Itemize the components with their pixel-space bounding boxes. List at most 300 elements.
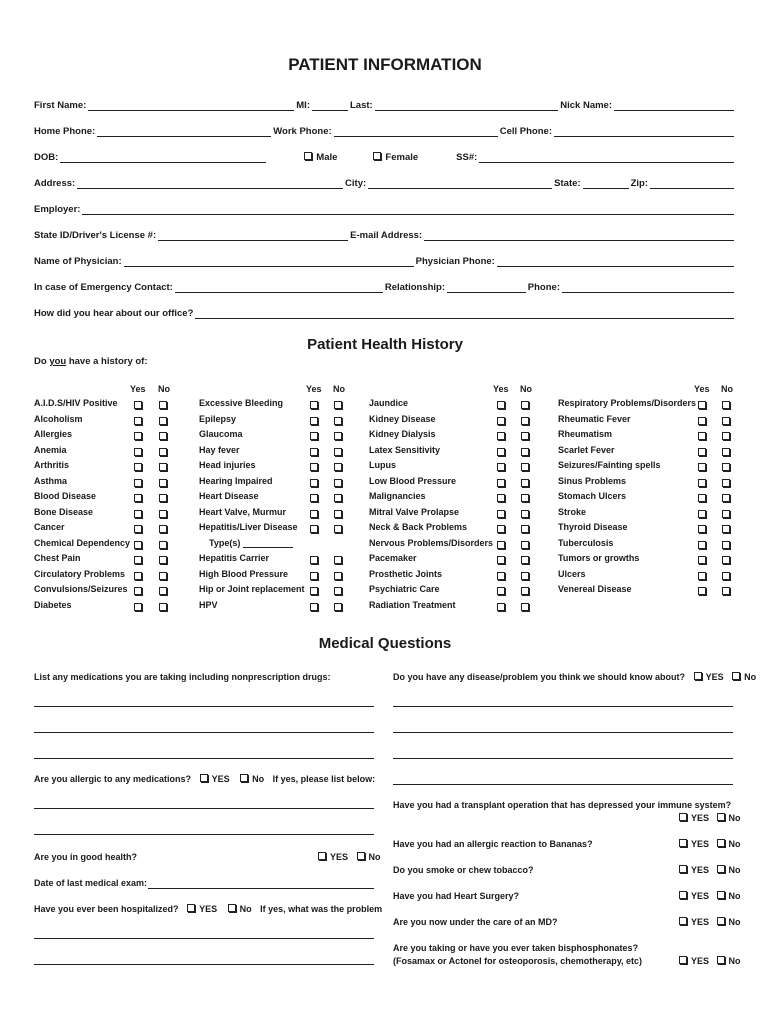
no-checkbox[interactable] — [159, 510, 167, 518]
yes-checkbox[interactable] — [497, 463, 505, 471]
yes-checkbox[interactable] — [497, 510, 505, 518]
no-checkbox[interactable] — [334, 432, 342, 440]
condition-label: Arthritis — [34, 460, 70, 470]
bisphosphonates-yes[interactable]: YES — [679, 956, 709, 966]
history-row — [34, 491, 179, 507]
no-checkbox[interactable] — [521, 541, 529, 549]
yes-checkbox[interactable] — [134, 587, 142, 595]
yes-checkbox[interactable] — [698, 432, 706, 440]
md-care-yes-checkbox[interactable] — [679, 917, 687, 925]
history-row — [34, 584, 179, 600]
yes-checkbox[interactable] — [134, 572, 142, 580]
disease-no-checkbox[interactable] — [732, 672, 740, 680]
yes-checkbox[interactable] — [134, 401, 142, 409]
yes-checkbox[interactable] — [497, 587, 505, 595]
good-health-no[interactable]: No — [357, 852, 381, 862]
history-row — [369, 429, 541, 445]
condition-label: Stomach Ulcers — [558, 491, 627, 501]
email-field[interactable] — [424, 230, 734, 241]
dob-label: DOB: — [34, 152, 59, 163]
condition-label: Rheumatism — [558, 429, 613, 439]
yes-checkbox[interactable] — [497, 479, 505, 487]
no-checkbox[interactable] — [334, 417, 342, 425]
relationship-label: Relationship: — [384, 282, 446, 293]
disease-yes-checkbox[interactable] — [694, 672, 702, 680]
smoke-no[interactable]: No — [717, 865, 741, 875]
condition-label: Radiation Treatment — [369, 599, 456, 610]
no-checkbox[interactable] — [334, 556, 342, 564]
history-row — [558, 476, 742, 492]
condition-label: Mitral Valve Prolapse — [369, 506, 460, 517]
history-column-header — [199, 384, 354, 398]
allergic-yes[interactable]: YES — [200, 774, 230, 784]
bananas-question: Have you had an allergic reaction to Bananas? — [393, 839, 593, 849]
employer-field[interactable] — [82, 204, 734, 215]
no-checkbox[interactable] — [722, 525, 730, 533]
no-checkbox[interactable] — [722, 432, 730, 440]
no-header: No — [721, 384, 733, 394]
no-checkbox[interactable] — [159, 463, 167, 471]
condition-label: Venereal Disease — [558, 584, 632, 594]
history-row — [369, 584, 541, 600]
condition-label: Asthma — [34, 475, 68, 486]
history-row — [369, 460, 541, 476]
condition-label: HPV — [199, 599, 218, 610]
condition-label: Hepatitis Carrier — [199, 553, 270, 563]
cell-phone-field[interactable] — [554, 126, 734, 137]
no-checkbox[interactable] — [722, 401, 730, 409]
history-row — [369, 553, 541, 569]
good-health-question: Are you in good health? — [34, 852, 137, 862]
history-row — [199, 600, 354, 616]
home-phone-field[interactable] — [97, 126, 271, 137]
bisphosphonates-no[interactable]: No — [717, 956, 741, 966]
license-row — [34, 227, 736, 241]
transplant-yes-checkbox[interactable] — [679, 813, 687, 821]
bananas-yes[interactable]: YES — [679, 839, 709, 849]
yes-checkbox[interactable] — [497, 494, 505, 502]
no-checkbox[interactable] — [159, 572, 167, 580]
condition-label: Tumors or growths — [558, 553, 640, 563]
dob-field[interactable] — [60, 152, 266, 163]
good-health-yes-checkbox[interactable] — [318, 852, 326, 860]
condition-label: Low Blood Pressure — [369, 475, 457, 486]
yes-checkbox[interactable] — [497, 448, 505, 456]
condition-label: Respiratory Problems/Disorders — [558, 398, 697, 408]
yes-checkbox[interactable] — [698, 541, 706, 549]
no-checkbox[interactable] — [159, 603, 167, 611]
yes-checkbox[interactable] — [310, 463, 318, 471]
history-column-header — [34, 384, 179, 398]
yes-checkbox[interactable] — [698, 556, 706, 564]
bisphosphonates-options — [679, 956, 741, 966]
history-row — [558, 553, 742, 569]
yes-checkbox[interactable] — [497, 556, 505, 564]
no-checkbox[interactable] — [159, 587, 167, 595]
history-row — [199, 491, 354, 507]
condition-label: Neck & Back Problems — [369, 522, 468, 532]
hospitalized-yes-checkbox[interactable] — [187, 904, 195, 912]
history-column — [369, 384, 541, 615]
no-checkbox[interactable] — [334, 401, 342, 409]
history-row — [199, 476, 354, 492]
transplant-options — [679, 813, 741, 823]
yes-checkbox[interactable] — [497, 417, 505, 425]
type-line[interactable] — [243, 538, 293, 548]
no-checkbox[interactable] — [521, 463, 529, 471]
city-field[interactable] — [368, 178, 552, 189]
yes-checkbox[interactable] — [497, 603, 505, 611]
no-checkbox[interactable] — [159, 494, 167, 502]
no-checkbox[interactable] — [159, 417, 167, 425]
no-checkbox[interactable] — [722, 448, 730, 456]
yes-checkbox[interactable] — [698, 494, 706, 502]
yes-checkbox[interactable] — [497, 525, 505, 533]
hospitalized-yes[interactable]: YES — [187, 904, 217, 914]
history-row — [34, 600, 179, 616]
license-field[interactable] — [158, 230, 348, 241]
no-checkbox[interactable] — [159, 525, 167, 533]
no-checkbox[interactable] — [159, 432, 167, 440]
yes-checkbox[interactable] — [134, 463, 142, 471]
yes-checkbox[interactable] — [497, 432, 505, 440]
disease-line-1[interactable] — [393, 706, 733, 707]
history-row — [369, 538, 541, 554]
condition-label: Cancer — [34, 522, 65, 532]
hospitalized-line-2[interactable] — [34, 964, 374, 965]
history-row — [558, 460, 742, 476]
medical-questions-title: Medical Questions — [318, 635, 452, 652]
yes-checkbox[interactable] — [310, 494, 318, 502]
md-care-no[interactable]: No — [717, 917, 741, 927]
smoke-yes[interactable]: YES — [679, 865, 709, 875]
yes-checkbox[interactable] — [310, 525, 318, 533]
no-checkbox[interactable] — [521, 510, 529, 518]
no-checkbox[interactable] — [159, 401, 167, 409]
work-phone-field[interactable] — [334, 126, 498, 137]
transplant-no-checkbox[interactable] — [717, 813, 725, 821]
no-checkbox[interactable] — [722, 572, 730, 580]
disease-line-4[interactable] — [393, 784, 733, 785]
state-field[interactable] — [583, 178, 629, 189]
employer-row — [34, 201, 736, 215]
yes-header: Yes — [130, 384, 146, 394]
male-option[interactable]: Male — [304, 152, 337, 163]
yes-checkbox[interactable] — [134, 541, 142, 549]
history-column — [558, 384, 742, 600]
allergic-no[interactable]: No — [240, 774, 264, 784]
condition-label: Chemical Dependency — [34, 537, 131, 548]
condition-label: Pacemaker — [369, 553, 417, 563]
yes-checkbox[interactable] — [698, 572, 706, 580]
relationship-field[interactable] — [447, 282, 526, 293]
condition-label: Scarlet Fever — [558, 444, 615, 455]
history-row — [34, 414, 179, 430]
last-exam-field[interactable] — [148, 888, 374, 889]
bananas-options — [679, 839, 741, 849]
ss-field[interactable] — [479, 152, 734, 163]
smoke-no-checkbox[interactable] — [717, 865, 725, 873]
allergic-no-checkbox[interactable] — [240, 774, 248, 782]
dob-row — [34, 149, 736, 163]
yes-checkbox[interactable] — [698, 479, 706, 487]
yes-checkbox[interactable] — [310, 401, 318, 409]
no-checkbox[interactable] — [722, 587, 730, 595]
condition-label: Kidney Disease — [369, 413, 436, 424]
last-name-field[interactable] — [375, 100, 559, 111]
condition-label: Hip or Joint replacement — [199, 584, 305, 594]
yes-checkbox[interactable] — [310, 587, 318, 595]
condition-label: Rheumatic Fever — [558, 413, 631, 424]
md-care-question: Are you now under the care of an MD? — [393, 917, 558, 927]
condition-label: Head injuries — [199, 460, 256, 470]
heart-surgery-question: Have you had Heart Surgery? — [393, 891, 520, 901]
no-checkbox[interactable] — [334, 587, 342, 595]
hospitalized-no-checkbox[interactable] — [228, 904, 236, 912]
yes-checkbox[interactable] — [698, 525, 706, 533]
condition-label: Tuberculosis — [558, 537, 614, 548]
transplant-no[interactable]: No — [717, 813, 741, 823]
nick-name-field[interactable] — [614, 100, 734, 111]
no-checkbox[interactable] — [722, 479, 730, 487]
no-checkbox[interactable] — [334, 603, 342, 611]
yes-checkbox[interactable] — [698, 401, 706, 409]
condition-label: Chest Pain — [34, 553, 81, 563]
condition-label: Hearing Impaired — [199, 475, 273, 486]
disease-line-2[interactable] — [393, 732, 733, 733]
yes-checkbox[interactable] — [497, 541, 505, 549]
first-name-field[interactable] — [88, 100, 294, 111]
condition-label: Nervous Problems/Disorders — [369, 537, 494, 548]
yes-header: Yes — [493, 384, 509, 394]
bisphosphonates-no-checkbox[interactable] — [717, 956, 725, 964]
female-checkbox[interactable] — [373, 152, 381, 160]
male-checkbox[interactable] — [304, 152, 312, 160]
no-checkbox[interactable] — [722, 417, 730, 425]
smoke-yes-checkbox[interactable] — [679, 865, 687, 873]
state-label: State: — [554, 178, 581, 189]
bisphosphonates-yes-checkbox[interactable] — [679, 956, 687, 964]
heart-surgery-yes-checkbox[interactable] — [679, 891, 687, 899]
emergency-field[interactable] — [175, 282, 383, 293]
home-phone-label: Home Phone: — [34, 126, 96, 137]
good-health-yes[interactable]: YES — [318, 852, 348, 862]
no-checkbox[interactable] — [159, 556, 167, 564]
history-column-header — [369, 384, 541, 398]
allergic-yes-checkbox[interactable] — [200, 774, 208, 782]
license-label: State ID/Driver's License #: — [34, 230, 157, 241]
yes-checkbox[interactable] — [134, 525, 142, 533]
no-checkbox[interactable] — [521, 556, 529, 564]
work-phone-label: Work Phone: — [273, 126, 332, 137]
history-row — [34, 569, 179, 585]
zip-field[interactable] — [650, 178, 734, 189]
yes-checkbox[interactable] — [310, 479, 318, 487]
heart-surgery-no-checkbox[interactable] — [717, 891, 725, 899]
bananas-no[interactable]: No — [717, 839, 741, 849]
emergency-phone-field[interactable] — [562, 282, 734, 293]
no-checkbox[interactable] — [722, 556, 730, 564]
health-history-title: Patient Health History — [307, 336, 463, 353]
yes-checkbox[interactable] — [698, 417, 706, 425]
no-header: No — [158, 384, 170, 394]
bisphosphonates-question: Are you taking or have you ever taken bisphosphonates? — [393, 943, 639, 953]
yes-checkbox[interactable] — [310, 417, 318, 425]
no-checkbox[interactable] — [521, 603, 529, 611]
heart-surgery-yes[interactable]: YES — [679, 891, 709, 901]
yes-checkbox[interactable] — [497, 401, 505, 409]
yes-checkbox[interactable] — [698, 448, 706, 456]
bananas-no-checkbox[interactable] — [717, 839, 725, 847]
condition-label: Prosthetic Joints — [369, 568, 443, 579]
no-checkbox[interactable] — [334, 525, 342, 533]
good-health-no-checkbox[interactable] — [357, 852, 365, 860]
medications-line-3[interactable] — [34, 758, 374, 759]
hospitalized-line-1[interactable] — [34, 938, 374, 939]
condition-label: Heart Valve, Murmur — [199, 506, 287, 517]
allergy-line-2[interactable] — [34, 834, 374, 835]
yes-checkbox[interactable] — [310, 572, 318, 580]
hepatitis-type-field[interactable]: Type(s) — [209, 538, 293, 548]
no-checkbox[interactable] — [521, 448, 529, 456]
history-row — [199, 584, 354, 600]
no-checkbox[interactable] — [334, 572, 342, 580]
md-care-yes[interactable]: YES — [679, 917, 709, 927]
history-row — [558, 507, 742, 523]
history-row — [369, 398, 541, 414]
no-checkbox[interactable] — [334, 463, 342, 471]
condition-label: Convulsions/Seizures — [34, 584, 128, 594]
transplant-yes[interactable]: YES — [679, 813, 709, 823]
no-checkbox[interactable] — [722, 541, 730, 549]
yes-checkbox[interactable] — [134, 432, 142, 440]
yes-checkbox[interactable] — [698, 510, 706, 518]
heart-surgery-no[interactable]: No — [717, 891, 741, 901]
medications-line-2[interactable] — [34, 732, 374, 733]
history-row — [34, 460, 179, 476]
referral-field[interactable] — [195, 308, 734, 319]
no-checkbox[interactable] — [159, 479, 167, 487]
history-row — [558, 414, 742, 430]
disease-no[interactable]: No — [732, 672, 756, 682]
email-label: E-mail Address: — [350, 230, 423, 241]
md-care-no-checkbox[interactable] — [717, 917, 725, 925]
yes-checkbox[interactable] — [134, 510, 142, 518]
condition-label: Kidney Dialysis — [369, 429, 436, 439]
address-label: Address: — [34, 178, 76, 189]
yes-checkbox[interactable] — [134, 603, 142, 611]
yes-checkbox[interactable] — [698, 587, 706, 595]
condition-label: Circulatory Problems — [34, 568, 126, 579]
no-checkbox[interactable] — [521, 572, 529, 580]
history-row — [558, 398, 742, 414]
physician-phone-field[interactable] — [497, 256, 734, 267]
yes-checkbox[interactable] — [134, 417, 142, 425]
condition-label: A.I.D.S/HIV Positive — [34, 398, 118, 408]
yes-checkbox[interactable] — [497, 572, 505, 580]
yes-checkbox[interactable] — [310, 432, 318, 440]
yes-checkbox[interactable] — [134, 556, 142, 564]
no-checkbox[interactable] — [722, 510, 730, 518]
nick-name-label: Nick Name: — [560, 100, 612, 111]
good-health-options — [318, 852, 381, 862]
no-checkbox[interactable] — [334, 448, 342, 456]
medications-line-1[interactable] — [34, 706, 374, 707]
no-checkbox[interactable] — [521, 432, 529, 440]
yes-checkbox[interactable] — [134, 494, 142, 502]
no-checkbox[interactable] — [159, 448, 167, 456]
mi-field[interactable] — [312, 100, 348, 111]
history-row — [199, 522, 354, 538]
physician-field[interactable] — [124, 256, 414, 267]
history-row — [369, 569, 541, 585]
disease-yes[interactable]: YES — [694, 672, 724, 682]
history-row — [34, 445, 179, 461]
no-checkbox[interactable] — [521, 587, 529, 595]
yes-checkbox[interactable] — [134, 448, 142, 456]
yes-checkbox[interactable] — [310, 603, 318, 611]
yes-checkbox[interactable] — [310, 510, 318, 518]
hospitalized-question: Have you ever been hospitalized? YES No If yes, what was the problem — [34, 904, 383, 914]
no-checkbox[interactable] — [159, 541, 167, 549]
cell-phone-label: Cell Phone: — [499, 126, 552, 137]
history-row — [199, 460, 354, 476]
address-field[interactable] — [77, 178, 343, 189]
condition-label: Allergies — [34, 429, 73, 439]
no-checkbox[interactable] — [334, 510, 342, 518]
condition-label: Anemia — [34, 444, 67, 455]
female-option[interactable]: Female — [373, 152, 418, 163]
no-checkbox[interactable] — [521, 525, 529, 533]
condition-label: Heart Disease — [199, 491, 259, 501]
bananas-yes-checkbox[interactable] — [679, 839, 687, 847]
no-checkbox[interactable] — [521, 494, 529, 502]
no-header: No — [520, 384, 532, 394]
history-row — [558, 538, 742, 554]
history-row — [558, 522, 742, 538]
medications-question: List any medications you are taking including nonprescription drugs: — [34, 672, 331, 682]
employer-label: Employer: — [34, 204, 81, 215]
history-row — [369, 600, 541, 616]
yes-checkbox[interactable] — [310, 448, 318, 456]
history-row — [369, 507, 541, 523]
yes-checkbox[interactable] — [698, 463, 706, 471]
yes-checkbox[interactable] — [310, 556, 318, 564]
condition-label: Ulcers — [558, 568, 586, 579]
no-checkbox[interactable] — [521, 417, 529, 425]
allergy-line-1[interactable] — [34, 808, 374, 809]
hospitalized-no[interactable]: No — [228, 904, 252, 914]
no-checkbox[interactable] — [722, 463, 730, 471]
name-row — [34, 97, 736, 111]
no-checkbox[interactable] — [521, 479, 529, 487]
history-row — [34, 398, 179, 414]
transplant-question: Have you had a transplant operation that has depressed your immune system? — [393, 800, 732, 810]
no-checkbox[interactable] — [722, 494, 730, 502]
yes-checkbox[interactable] — [134, 479, 142, 487]
no-checkbox[interactable] — [521, 401, 529, 409]
first-name-label: First Name: — [34, 100, 87, 111]
condition-label: Blood Disease — [34, 491, 97, 501]
last-label: Last: — [349, 100, 373, 111]
history-row — [34, 476, 179, 492]
no-checkbox[interactable] — [334, 494, 342, 502]
no-checkbox[interactable] — [334, 479, 342, 487]
history-row — [558, 429, 742, 445]
smoke-options — [679, 865, 741, 875]
disease-line-3[interactable] — [393, 758, 733, 759]
yes-header: Yes — [694, 384, 710, 394]
